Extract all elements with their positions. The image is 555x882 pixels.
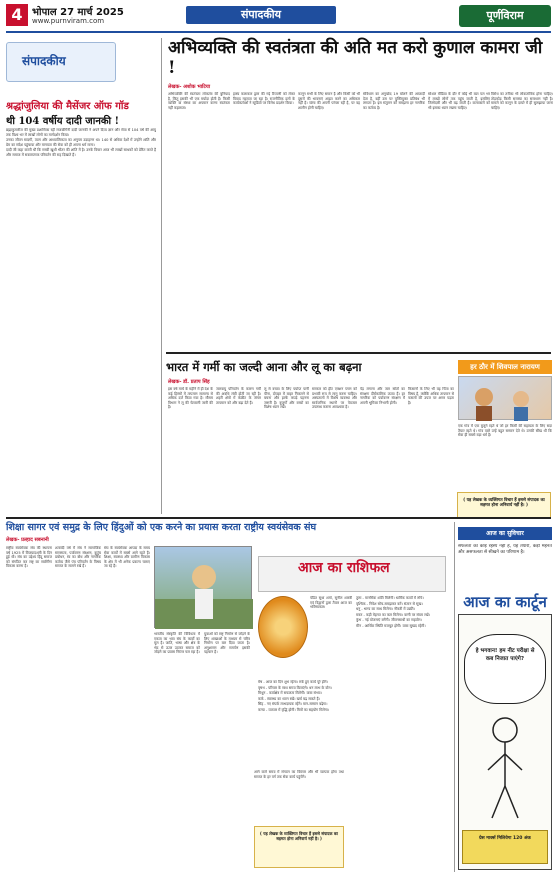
zodiac-wheel-icon xyxy=(258,596,308,658)
bottom-article-photo xyxy=(154,546,252,628)
rashi-entry: मिथुन - कार्यक्षेत्र में सफलता मिलेगी। यात्रा संभव। xyxy=(258,691,322,696)
cartoon-speech-bubble: हे भगवान! हम नीट परीक्षा से कब निजात पाएंगे? xyxy=(464,634,546,704)
second-column: किसानों के लिए भी यह चिंता का विषय है, क्योंकि अधिक तापमान से फसलों की उपज पर असर पड़ता है। xyxy=(408,387,454,405)
story-illustration xyxy=(458,376,552,420)
cartoon-title[interactable]: आज का कार्टून xyxy=(463,593,547,611)
section-title: संपादकीय xyxy=(186,6,336,24)
lead-column: अभिव्यक्ति की स्वतंत्रता लोकतंत्र की बुनियाद है, किंतु इसकी भी एक मर्यादा होती है। किसी व्यक्ति या संस्था का अपमान करना स्वतंत्रता नहीं कहलाता। xyxy=(168,92,230,110)
bottom-column: युवाओं को राष्ट्र निर्माण से जोड़ने के लिए शाखाओं के माध्यम से चरित्र निर्माण पर बल दिया जाता है। अनुशासन और समर्पण इसकी पहचान है। xyxy=(204,632,250,655)
cartoon-figure-svg xyxy=(480,714,530,824)
suvichar-text: सफलता का कोई रहस्य नहीं है, यह तैयारी, कड़ी मेहनत और असफलता से सीखने का परिणाम है। xyxy=(458,544,552,555)
rashifal-intro: पंडित सुधा शर्मा, सुनील शास्त्री एवं विद्वानों द्वारा तैयार आज का भविष्यफल। xyxy=(310,596,352,610)
editorial-badge: संपादकीय xyxy=(22,54,66,68)
rashi-entry: सिंह - नए संपर्क लाभदायक रहेंगे। मान-सम्मान बढ़ेगा। xyxy=(258,702,328,707)
rashi-entry: धनु - भाग्य का साथ मिलेगा। नौकरी में उन्नति। xyxy=(356,607,415,612)
second-column: लू से बचाव के लिए पर्याप्त पानी पीना, दोपहर में बाहर निकलने से बचना और हल्के कपड़े पहनना जरूरी है। बुजुर्गों और बच्चों का विशेष ध्यान रखें। xyxy=(264,387,309,410)
column-divider xyxy=(161,38,162,514)
second-pull-quote: ( यह लेखक के व्यक्तिगत विचार हैं इससे संपादक का सहमत होना अनिवार्य नहीं है। ) xyxy=(457,492,551,518)
editorial-paragraph: उनका जीवन सादगी, त्याग और आध्यात्मिकता का अनुपम उदाहरण था। 140 से अधिक देशों में उन्होंने शांति और प्रेम का संदेश पहुंचाया और मानवता की सेवा को ही अपना धर्म माना। xyxy=(6,138,156,147)
rashi-entry: मकर - कड़ी मेहनत का फल मिलेगा। वाणी पर संयम रखें। xyxy=(356,612,430,617)
brand-logo[interactable]: पूर्णविराम xyxy=(459,5,551,27)
rashi-entry: कन्या - व्यापार में वृद्धि होगी। मित्रों का सहयोग मिलेगा। xyxy=(258,707,330,712)
lead-author: लेखक- अशोक भाटिया xyxy=(168,84,211,90)
bottom-pull-quote: ( यह लेखक के व्यक्तिगत विचार हैं इससे संपादक का सहमत होना अनिवार्य नहीं है। ) xyxy=(254,826,344,868)
second-column: सरकार को हीट एक्शन प्लान को प्रभावी रूप से लागू करना चाहिए। अस्पतालों में विशेष व्यवस्था और सार्वजनिक स्थानों पर पेयजल उपलब्ध कराना आवश्यक है। xyxy=(312,387,357,410)
story-body: एक गांव में एक बुजुर्ग रहते थे जो हर किसी की सहायता के लिए सदा तैयार रहते थे। गांव वाले उन्हें बहुत सम्मान देते थे। उनकी सीख थी कि सेवा ही सबसे बड़ा धर्म है। xyxy=(458,424,552,438)
bottom-author: लेखक- प्रल्हाद सबनानी xyxy=(6,537,49,543)
website-link[interactable]: www.purnviram.com xyxy=(32,17,105,25)
bottom-headline[interactable]: शिक्षा सागर एवं समुद्र के लिए हिंदुओं को एक करने का प्रयास करता राष्ट्रीय स्वयंसेवक संघ xyxy=(6,522,317,533)
bottom-column: आने वाले समय में संगठन का विस्तार और भी व्यापक होगा तथा समाज के हर वर्ग तक सेवा कार्य पहुंचेंगे। xyxy=(254,770,344,779)
rashi-entry: कुंभ - नई योजनाएं बनेंगी। जीवनसाथी का सहयोग। xyxy=(356,618,422,623)
second-headline[interactable]: भारत में गर्मी का जल्दी आना और लू का बढ़ना xyxy=(166,360,362,374)
story-title[interactable]: हर ठौर में शिवपाल नारायण xyxy=(458,360,552,374)
cartoon-figure xyxy=(480,714,530,824)
editorial-body xyxy=(6,128,156,506)
editorial-headline-2[interactable]: थी 104 वर्षीय दादी जानकी ! xyxy=(6,116,120,127)
rashi-entry: मीन - आर्थिक स्थिति मजबूत होगी। यात्रा सुखद रहेगी। xyxy=(356,623,426,628)
second-author: लेखक- डॉ. प्रताप सिंह xyxy=(168,379,210,385)
header-divider xyxy=(6,31,551,33)
column-divider xyxy=(454,522,455,872)
lead-column: सोशल मीडिया के दौर में कोई भी बात पल भर में लाखों लोगों तक पहुंच जाती है, इसलिए जिम्मेदारी और भी बढ़ जाती है। कलाकारों को भी इसका ध्यान रखना चाहिए। xyxy=(428,92,490,110)
section-divider xyxy=(6,517,551,519)
rashi-entry: तुला - मानसिक शांति मिलेगी। धार्मिक कार्यों में रुचि। xyxy=(356,596,424,600)
second-column: इस वर्ष मार्च के महीने में ही देश के कई हिस्सों में तापमान सामान्य से अधिक दर्ज किया गया है। मौसम विभाग ने लू की चेतावनी जारी की है। xyxy=(168,387,213,410)
rashi-entry: मेष - आज का दिन शुभ रहेगा। रुके हुए कार्य पूरे होंगे। xyxy=(258,680,328,684)
bottom-column: शताब्दी वर्ष में संघ ने सामाजिक समरसता, पर्यावरण संरक्षण, कुटुंब प्रबोधन, स्व का बोध और नागरिक कर्तव्य जैसे पंच परिवर्तन के विषय समाज के सामने रखे हैं। xyxy=(55,546,101,569)
rashifal-column-1 xyxy=(258,680,352,865)
editorial-paragraph: ब्रह्माकुमारीज की मुख्य प्रशासिका रही राजयोगिनी दादी जानकी ने अपने दिव्य ज्ञान और सेवा से 104 वर्ष की आयु तक विश्व भर में लाखों लोगों का मार्गदर्शन किया। xyxy=(6,128,156,137)
second-column: जलवायु परिवर्तन के कारण गर्मी की अवधि लंबी होती जा रही है। शहरी क्षेत्रों में कंक्रीट के जंगल तापमान को और बढ़ा देते हैं। xyxy=(216,387,261,405)
rashi-entry: वृश्चिक - निवेश सोच-समझकर करें। संतान से सुख। xyxy=(356,601,423,606)
rashifal-title[interactable]: आज का राशिफल xyxy=(298,560,390,576)
lead-column: विरोध का तरीका भी लोकतांत्रिक होना चाहिए। तोड़फोड़ किसी समस्या का समाधान नहीं है। मामले को कानून के दायरे में ही सुलझाया जाना चाहिए। xyxy=(491,92,553,110)
rashi-entry: कर्क - स्वास्थ्य का ध्यान रखें। खर्च बढ़ सकते हैं। xyxy=(258,696,320,701)
lead-column: कानून सभी के लिए समान है और किसी को भी दूसरों की भावनाएं आहत करने का अधिकार नहीं है। व्यंग्य की अपनी परंपरा रही है, पर वह शालीन होनी चाहिए। xyxy=(298,92,360,110)
bottom-column: संघ के स्वयंसेवक आपदा के समय सेवा कार्यों में सबसे आगे रहते हैं। शिक्षा, स्वास्थ्य और ग्रामीण विकास के क्षेत्र में भी अनेक प्रकल्प चलाए जा रहे हैं। xyxy=(104,546,150,569)
editorial-paragraph: दादी जी कहा करती थीं कि सच्ची खुशी भीतर की शांति में है। उनके विचार आज भी लाखों साधकों को प्रेरित करते हैं और समाज में सकारात्मक परिवर्तन की राह दिखाते हैं। xyxy=(6,148,156,157)
page-number: 4 xyxy=(6,4,28,26)
lead-column: संविधान का अनुच्छेद 19 बोलने की आजादी देता है, वहीं उस पर युक्तियुक्त प्रतिबंध भी लगाता है। इस संतुलन को समझना हर नागरिक का कर्तव्य है। xyxy=(363,92,425,110)
cartoon-signboard: ग्रेस मार्क्स मिलिवेगा 120 अंक xyxy=(462,830,548,864)
story-illustration-svg xyxy=(459,377,553,421)
section-divider xyxy=(166,352,551,354)
issue-date: भोपाल 27 मार्च 2025 xyxy=(32,7,124,18)
second-column: पेड़ लगाना और जल स्रोतों का संरक्षण दीर्घकालिक उपाय हैं। हर नागरिक को पर्यावरण संरक्षण में अपनी भूमिका निभानी होगी। xyxy=(360,387,405,405)
rashi-entry: वृषभ - परिवार के साथ समय बिताएंगे। धन लाभ के योग। xyxy=(258,685,332,690)
bottom-column: राष्ट्रीय स्वयंसेवक संघ की स्थापना वर्ष 1925 में विजयादशमी के दिन हुई थी। संघ का उद्देश्य हिंदू समाज को संगठित कर राष्ट्र का सर्वांगीण विकास करना है। xyxy=(6,546,52,569)
bottom-column: भारतीय संस्कृति की विविधता में एकता का भाव संघ के कार्यों का मूल है। जाति, भाषा और क्षेत्र के भेद से ऊपर उठकर समाज को जोड़ने का प्रयास निरंतर चल रहा है। xyxy=(154,632,200,655)
suvichar-title[interactable]: आज का सुविचार xyxy=(458,527,552,540)
bottom-photo-svg xyxy=(155,547,253,629)
editorial-headline-1[interactable]: श्रद्धांजुलिया की मैसेंजर ऑफ गॉड xyxy=(6,101,129,112)
rashifal-column-2 xyxy=(356,596,448,868)
lead-headline[interactable]: अभिव्यक्ति की स्वतंत्रता की अति मत करो कुणाल कामरा जी ! xyxy=(168,38,543,78)
lead-column: हास्य कलाकार द्वारा की गई टिप्पणी को लेकर विवाद गहराता जा रहा है। राजनीतिक दलों के कार्यकर्ताओं ने स्टूडियो पर विरोध प्रदर्शन किया। xyxy=(233,92,295,106)
